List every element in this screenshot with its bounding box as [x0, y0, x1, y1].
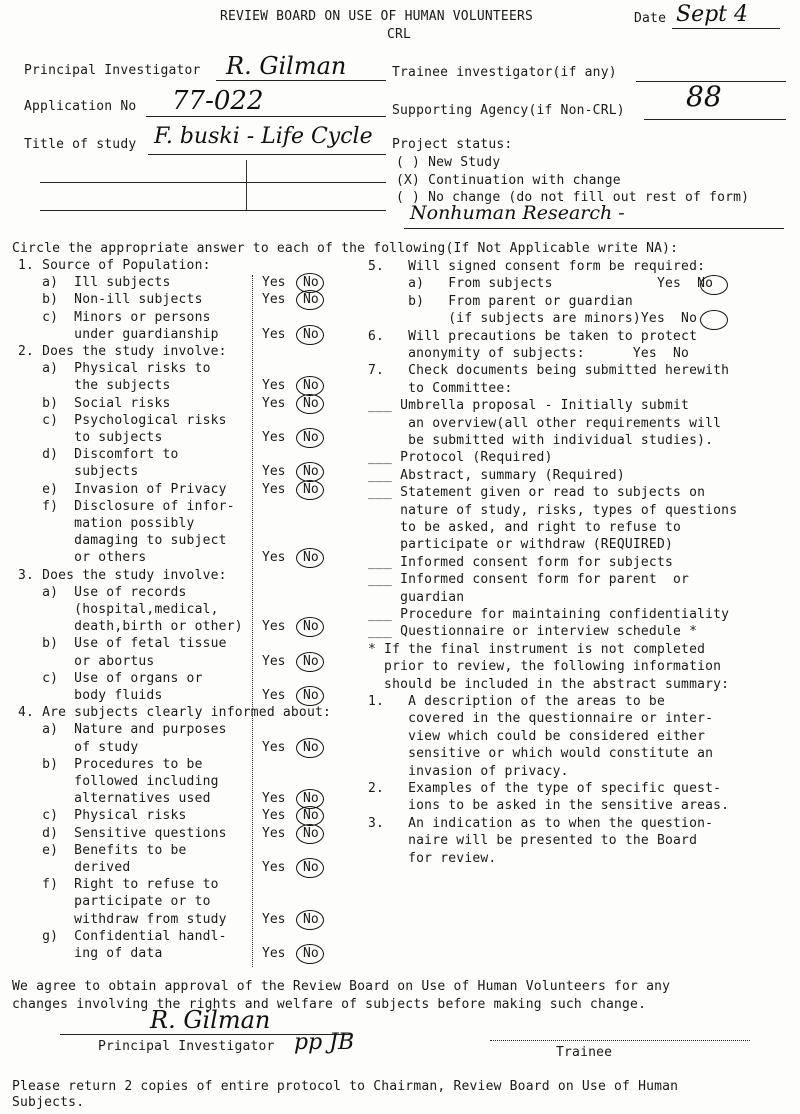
date-label: Date	[634, 11, 667, 26]
instruction: Circle the appropriate answer to each of the following(If Not Applicable write NA):	[12, 241, 679, 256]
answer-no: No	[303, 791, 319, 807]
agency-underline	[644, 119, 786, 120]
left-line: 4. Are subjects clearly informed about:	[18, 705, 332, 721]
left-line: b) Non-ill subjects	[18, 292, 203, 308]
left-line: followed including	[18, 774, 219, 789]
left-line: a) Use of records	[18, 584, 187, 600]
answer-yes: Yes	[262, 911, 286, 927]
answer-yes: Yes	[262, 326, 286, 342]
right-line: to be asked, and right to refuse to	[368, 520, 682, 535]
right-line: 6. Will precautions be taken to protect	[368, 328, 698, 344]
return-line-1: Please return 2 copies of entire protocol to Chairman, Review Board on Use of Human	[12, 1079, 679, 1094]
left-line: a) Nature and purposes	[18, 722, 227, 738]
right-line: 2. Examples of the type of specific quest-	[368, 781, 722, 796]
right-line: ___ Umbrella proposal - Initially submit	[368, 398, 690, 414]
right-line: prior to review, the following information	[368, 659, 722, 675]
answer-no: No	[303, 292, 319, 308]
no-answer-circle	[296, 738, 324, 758]
right-line: 7. Check documents being submitted herewith	[368, 363, 730, 379]
right-line: guardian	[368, 589, 465, 605]
no-answer-circle	[296, 325, 324, 345]
no-answer-circle	[296, 290, 324, 310]
answer-yes: Yes	[262, 464, 286, 480]
answer-yes: Yes	[262, 481, 286, 497]
no-answer-circle	[296, 394, 324, 414]
left-line: death,birth or other)	[18, 619, 243, 635]
left-line: the subjects	[18, 378, 171, 394]
right-line: view which could be considered either	[368, 728, 706, 744]
form-title: REVIEW BOARD ON USE OF HUMAN VOLUNTEERS	[220, 9, 534, 24]
left-line: 1. Source of Population:	[18, 258, 211, 273]
right-line: naire will be presented to the Board	[368, 833, 698, 849]
title-line-2	[40, 182, 386, 183]
answer-yes: Yes	[262, 395, 286, 411]
answer-yes: Yes	[262, 292, 286, 308]
return-line-2: Subjects.	[12, 1095, 85, 1110]
right-line: participate or withdraw (REQUIRED)	[368, 537, 674, 553]
right-line: (if subjects are minors)Yes No	[368, 311, 698, 327]
q5a-no-circle	[700, 275, 728, 295]
agreement-line-2: changes involving the rights and welfare of subjects before making such change.	[12, 997, 647, 1012]
trainee-signature-label: Trainee	[556, 1045, 613, 1060]
right-line: sensitive or which would constitute an	[368, 746, 714, 762]
no-answer-circle	[296, 686, 324, 706]
app-value: 77-022	[172, 86, 264, 116]
left-line: subjects	[18, 464, 139, 480]
answer-no: No	[303, 430, 319, 445]
right-line: 3. An indication as to when the question-	[368, 815, 714, 831]
answer-yes: Yes	[262, 619, 286, 635]
left-line: (hospital,medical,	[18, 602, 219, 617]
pi-underline	[216, 80, 386, 81]
right-line: ions to be asked in the sensitive areas.	[368, 798, 730, 814]
left-line: c) Physical risks	[18, 808, 187, 824]
answer-yes: Yes	[262, 275, 286, 291]
answer-no: No	[303, 619, 319, 635]
left-line: or abortus	[18, 653, 155, 669]
right-line: a) From subjects Yes No	[368, 276, 714, 292]
answer-no: No	[303, 550, 319, 566]
no-answer-circle	[296, 548, 324, 568]
right-line: b) From parent or guardian	[368, 293, 633, 309]
left-line: a) Physical risks to	[18, 361, 211, 377]
answer-yes: Yes	[262, 860, 286, 875]
right-line: covered in the questionnaire or inter-	[368, 711, 714, 727]
answer-no: No	[303, 808, 319, 824]
no-answer-circle	[296, 824, 324, 844]
right-line: ___ Informed consent form for subjects	[368, 554, 674, 570]
pi-signature-label: Principal Investigator	[98, 1039, 275, 1054]
agreement-line-1: We agree to obtain approval of the Review Board on Use of Human Volunteers for any	[12, 979, 671, 994]
title-label: Title of study	[24, 137, 137, 152]
no-answer-circle	[296, 428, 324, 448]
right-line: ___ Procedure for maintaining confidentiality	[368, 607, 730, 622]
right-line: be submitted with individual studies).	[368, 433, 714, 448]
pi-label: Principal Investigator	[24, 63, 201, 78]
answer-no: No	[303, 275, 319, 291]
title-line-3	[40, 210, 386, 211]
answer-no: No	[303, 911, 319, 927]
left-line: of study	[18, 739, 139, 755]
answer-no: No	[303, 946, 319, 961]
no-answer-circle	[296, 910, 324, 930]
right-line: anonymity of subjects: Yes No	[368, 346, 690, 361]
agency-value: 88	[686, 80, 722, 113]
answer-no: No	[303, 481, 319, 497]
pi-signature-initials: pp JB	[294, 1030, 355, 1055]
app-underline	[146, 116, 386, 117]
left-line: or others	[18, 550, 147, 566]
right-line: should be included in the abstract summary:	[368, 676, 730, 692]
no-answer-circle	[296, 480, 324, 500]
left-line: f) Right to refuse to	[18, 877, 219, 893]
trainee-signature-line	[490, 1040, 750, 1041]
answer-no: No	[303, 395, 319, 411]
status-option-nochange: ( ) No change (do not fill out rest of form)	[396, 190, 750, 205]
left-line: f) Disclosure of infor-	[18, 498, 235, 514]
left-line: b) Procedures to be	[18, 756, 203, 772]
answer-no: No	[303, 739, 319, 755]
left-line: e) Invasion of Privacy	[18, 481, 227, 497]
left-line: 3. Does the study involve:	[18, 567, 227, 583]
right-line: * If the final instrument is not completed	[368, 641, 706, 657]
left-line: body fluids	[18, 688, 163, 703]
right-line: 1. A description of the areas to be	[368, 694, 665, 709]
answer-yes: Yes	[262, 825, 286, 841]
answer-yes: Yes	[262, 808, 286, 824]
left-line: b) Social risks	[18, 395, 171, 411]
left-line: a) Ill subjects	[18, 275, 171, 291]
answer-yes: Yes	[262, 550, 286, 566]
left-line: ing of data	[18, 946, 163, 961]
no-answer-circle	[296, 858, 324, 878]
answer-no: No	[303, 378, 319, 394]
left-line: damaging to subject	[18, 533, 227, 549]
answer-yes: Yes	[262, 946, 286, 961]
form-org: CRL	[387, 27, 412, 42]
status-option-continuation: (X) Continuation with change	[396, 173, 621, 188]
answer-yes: Yes	[262, 688, 286, 703]
left-line: alternatives used	[18, 791, 211, 807]
answer-no: No	[303, 688, 319, 703]
left-line: under guardianship	[18, 326, 219, 342]
left-line: d) Discomfort to	[18, 447, 179, 463]
answer-yes: Yes	[262, 739, 286, 755]
left-line: d) Sensitive questions	[18, 825, 227, 841]
left-line: to subjects	[18, 430, 163, 445]
answer-no: No	[303, 653, 319, 669]
answer-yes: Yes	[262, 653, 286, 669]
right-line: ___ Informed consent form for parent or	[368, 572, 690, 588]
trainee-label: Trainee investigator(if any)	[392, 65, 617, 80]
title-underline	[148, 154, 386, 155]
pi-signature: R. Gilman	[150, 1006, 271, 1034]
answer-no: No	[303, 464, 319, 480]
title-divider	[246, 160, 247, 210]
no-answer-circle	[296, 652, 324, 672]
right-line: an overview(all other requirements will	[368, 415, 722, 431]
left-line: 2. Does the study involve:	[18, 344, 227, 359]
left-line: b) Use of fetal tissue	[18, 636, 227, 652]
right-line: 5. Will signed consent form be required:	[368, 259, 706, 274]
pi-value: R. Gilman	[226, 52, 347, 80]
left-column-divider	[252, 275, 253, 967]
right-line: to Committee:	[368, 380, 513, 396]
no-answer-circle	[296, 617, 324, 637]
answer-no: No	[303, 326, 319, 342]
right-line: ___ Questionnaire or interview schedule *	[368, 624, 698, 640]
right-line: nature of study, risks, types of questions	[368, 502, 738, 518]
left-line: e) Benefits to be	[18, 842, 187, 858]
status-note: Nonhuman Research -	[410, 202, 625, 224]
date-underline	[672, 28, 780, 29]
title-value: F. buski - Life Cycle	[154, 124, 373, 149]
right-line: ___ Abstract, summary (Required)	[368, 467, 625, 483]
app-label: Application No	[24, 99, 137, 114]
left-line: g) Confidential handl-	[18, 928, 227, 944]
left-line: withdraw from study	[18, 911, 227, 927]
status-option-new: ( ) New Study	[396, 155, 501, 170]
answer-yes: Yes	[262, 378, 286, 394]
left-line: participate or to	[18, 894, 211, 910]
answer-yes: Yes	[262, 791, 286, 807]
no-answer-circle	[296, 944, 324, 964]
answer-yes: Yes	[262, 430, 286, 445]
project-status-label: Project status:	[392, 137, 513, 152]
date-value: Sept 4	[676, 2, 749, 27]
right-line: for review.	[368, 850, 497, 866]
left-line: c) Use of organs or	[18, 670, 203, 686]
agency-label: Supporting Agency(if Non-CRL)	[392, 103, 625, 118]
right-line: ___ Protocol (Required)	[368, 450, 553, 466]
right-line: ___ Statement given or read to subjects on	[368, 485, 706, 501]
left-line: c) Minors or persons	[18, 309, 211, 325]
right-line: invasion of privacy.	[368, 763, 569, 779]
pi-signature-line	[60, 1034, 350, 1035]
left-line: derived	[18, 860, 131, 875]
answer-no: No	[303, 825, 319, 841]
status-underline	[404, 228, 784, 229]
left-line: mation possibly	[18, 516, 195, 531]
answer-no: No	[303, 860, 319, 875]
left-line: c) Psychological risks	[18, 412, 227, 428]
q5b-no-circle	[700, 310, 728, 330]
